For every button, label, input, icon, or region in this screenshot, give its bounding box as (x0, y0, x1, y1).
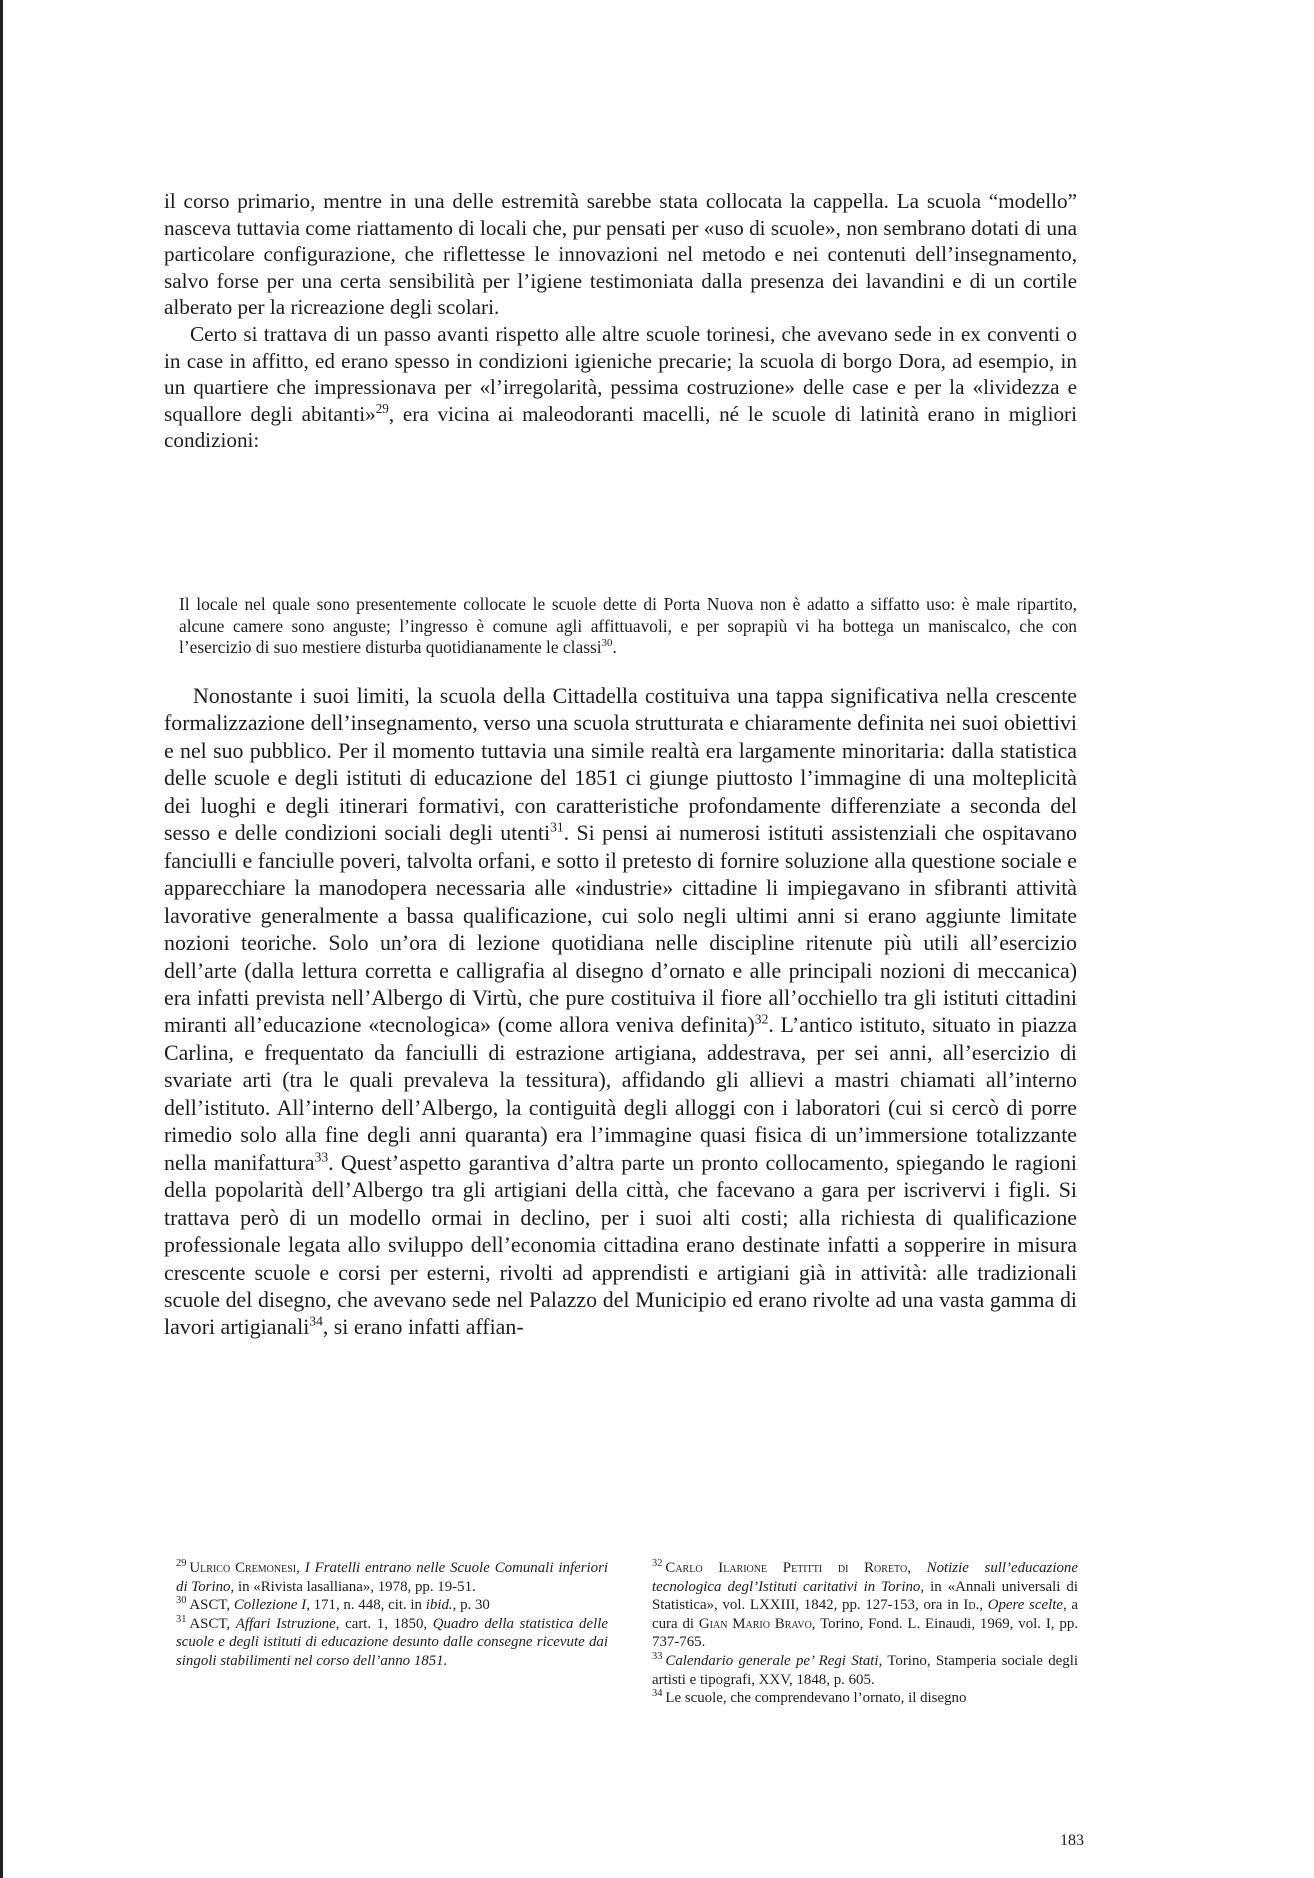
note-ref-34[interactable]: 34 (309, 1314, 323, 1330)
paragraph-3-seg5: , si erano infatti affian- (322, 1314, 524, 1340)
paragraph-3-seg4: . Quest’aspetto garantiva d’altra parte un pronto collocamento, spiegando le ragioni della popolarità dell’Albergo tra gli artigiani della città, che facevano a gara per iscrivervi i figli. Si trattava però di un modello ormai in declino, per i suoi alti costi; alla richiesta di qualificazione professionale legata allo sviluppo dell’economia cittadina erano destinate infatti a sopperire in misura crescente scuole e corsi per esterni, rivolti ad apprendisti e artigiani già in attività: alle tradizionali scuole del disegno, che avevano sede nel Palazzo del Municipio ed erano rivolte ad una vasta gamma di lavori artigianali (164, 1149, 1078, 1340)
footnote-rest: , Torino, Fond. L. Einaudi, 1969, vol. I, pp. 737-765. (652, 1615, 1078, 1651)
footnote-title: Calendario generale pe’ Regi Stati (665, 1652, 879, 1669)
footnote-title: I Fratelli entrano nelle Scuole Comunali inferiori di Torino (176, 1560, 608, 1595)
footnote-29: $^{29}$ Ulrico Cremonesi, I Fratelli entrano nelle Scuole Comunali inferiori di Torino, in «Rivista lasalliana», 1978, pp. 19-51. (176, 1558, 608, 1595)
footnote-number: 33 (652, 1651, 663, 1662)
paragraph-3-seg3: . L’antico istituto, situato in piazza Carlina, e frequentato da fanciulli di estrazione artigiana, addestrava, per sei anni, all’esercizio di svariate arti (tra le quali prevaleva la tessitura), affidando gli allievi a mastri chiamati all’interno dell’istituto. All’interno dell’Albergo, la contiguità degli alloggi con i laboratori (cui si cercò di porre rimedio solo alla fine degli anni quaranta) era l’immagine quasi fisica di un’immersione totalizzante nella manifattura (164, 1012, 1078, 1175)
footnote-title-2: Opere scelte (987, 1597, 1063, 1614)
footnote-title: Notizie sull’educazione tecnologica degl’Istituti caritativi in Torino (652, 1560, 1078, 1595)
footnote-34 (652, 1689, 1078, 1708)
footnote-title-2: Quadro della statistica delle scuole e degli istituti di educazione desunto dalle consegne ricevute dai singoli stabilimenti nel corso dell’anno 1851. (176, 1615, 608, 1669)
footnote-number: 32 (652, 1558, 663, 1570)
footnote-title: Affari Istruzione (235, 1615, 336, 1632)
paragraph-2 (164, 321, 1077, 454)
footnote-rest: Le scuole, che comprendevano l’ornato, il disegno (665, 1690, 967, 1707)
block-quote (179, 594, 1077, 659)
footnote-editor: Gian Mario Bravo (698, 1615, 812, 1632)
footnote-pre: ASCT, (189, 1615, 236, 1632)
footnote-30 (176, 1596, 608, 1615)
page-edge (0, 0, 3, 1878)
note-ref-32[interactable]: 32 (754, 1012, 769, 1028)
body-text-main (164, 682, 1077, 1341)
paragraph-2-text: Certo si trattava di un passo avanti rispetto alle altre scuole torinesi, che avevano sede in ex conventi o in case in affitto, ed erano spesso in condizioni igieniche precarie; la scuola di borgo Dora, ad esempio, in un quartiere che impressionava per «l’irregolarità, pessima costruzione» delle case e per la «lividezza e squallore degli abitanti» (164, 321, 1077, 426)
note-ref-31[interactable]: 31 (550, 819, 564, 835)
footnote-id: Id. (963, 1597, 980, 1614)
footnote-author: Ulrico Cremonesi (189, 1560, 297, 1576)
paragraph-1: il corso primario, mentre in una delle estremità sarebbe stata collocata la cappella. La scuola “modello” nasceva tuttavia come riattamento di locali che, pur pensati per «uso di scuole», non sembrano dotati di una particolare configurazione, che riflettesse le innovazioni nel metodo e nei contenuti dell’insegnamento, salvo forse per una certa sensibilità per l’igiene testimoniata dalla presenza dei lavandini e di un cortile alberato per la ricreazione degli scolari. (164, 189, 1077, 320)
footnote-number: 29 (176, 1558, 187, 1570)
footnote-title: Collezione I (233, 1597, 307, 1614)
footnote-number: 30 (176, 1595, 187, 1607)
footnote-32 (652, 1559, 1078, 1652)
block-quote-end: . (612, 637, 617, 658)
footnote-mid: , in «Annali universali di Statistica», vol. LXXIII, 1842, pp. 127-153, ora in (652, 1578, 1078, 1614)
footnote-mid: , 171, n. 448, cit. in (306, 1597, 426, 1614)
footnote-rest: , p. 30 (452, 1597, 490, 1614)
paragraph-3-seg2: . Si pensi ai numerosi istituti assistenziali che ospitavano fanciulli e fanciulle poveri, talvolta orfani, e sotto il pretesto di fornire soluzione alla questione sociale e apparecchiare la manodopera necessaria alle «industrie» cittadine li impiegavano in sfibranti attività lavorative generalmente a bassa qualificazione, cui solo negli ultimi anni si erano aggiunte limitate nozioni teoriche. Solo un’ora di lezione quotidiana nelle discipline ritenute più utili all’esercizio dell’arte (dalla lettura corretta e calligrafia al disegno d’ornato e alle principali nozioni di meccanica) era infatti prevista nell’Albergo di Virtù, che pure costituiva il fiore all’occhiello tra gli istituti cittadini miranti all’educazione «tecnologica» (come allora veniva definita) (164, 820, 1077, 1038)
footnote-mid: , cart. 1, 1850, (335, 1615, 433, 1632)
footnote-33 (652, 1652, 1078, 1689)
footnote-author: Carlo Ilarione Petitti di Roreto (665, 1560, 908, 1576)
footnotes-right-column (652, 1559, 1078, 1708)
note-ref-29[interactable]: 29 (375, 400, 389, 416)
footnote-number: 34 (652, 1688, 663, 1700)
footnotes-left-column (176, 1559, 608, 1671)
paragraph-3-seg1: Nonostante i suoi limiti, la scuola della Cittadella costituiva una tappa significativa nella crescente formalizzazione dell’insegnamento, verso una scuola strutturata e chiaramente definita nei suoi obiettivi e nel suo pubblico. Per il momento tuttavia una simile realtà era largamente minoritaria: dalla statistica delle scuole e degli istituti di educazione del 1851 ci giunge piuttosto l’immagine di una molteplicità dei luoghi e degli itinerari formativi, con caratteristiche profondamente differenziate a seconda del sesso e delle condizioni sociali degli utenti (164, 683, 1077, 846)
paragraph-3 (164, 682, 1077, 1341)
note-ref-30[interactable]: 30 (601, 637, 613, 650)
footnote-31 (176, 1615, 608, 1671)
footnote-number: 31 (176, 1613, 187, 1625)
paragraph-2-text-end: , era vicina ai maleodoranti macelli, né le scuole di latinità erano in migliori condizioni: (164, 401, 1077, 453)
note-ref-33[interactable]: 33 (314, 1149, 329, 1165)
footnote-mid-3: , a cura di (652, 1597, 1078, 1632)
footnote-rest: , in «Rivista lasalliana», 1978, pp. 19-51. (230, 1578, 476, 1595)
page-number: 183 (1060, 1832, 1084, 1849)
footnote-sep: , (907, 1560, 927, 1576)
footnote-ibid: ibid. (425, 1597, 453, 1614)
footnote-rest: , Torino, Stamperia sociale degli artisti e tipografi, XXV, 1848, p. 605. (652, 1652, 1079, 1688)
footnote-pre: ASCT, (189, 1597, 234, 1614)
body-text-top (164, 188, 1077, 454)
footnote-mid-2: , (979, 1597, 988, 1614)
block-quote-text: Il locale nel quale sono presentemente collocate le scuole dette di Porta Nuova non è adatto a siffatto uso: è male ripartito, alcune camere sono anguste; l’ingresso è comune agli affittuavoli, e per soprapiù vi ha bottega un maniscalco, che con l’esercizio di suo mestiere disturba quotidianamente le classi (179, 594, 1077, 658)
